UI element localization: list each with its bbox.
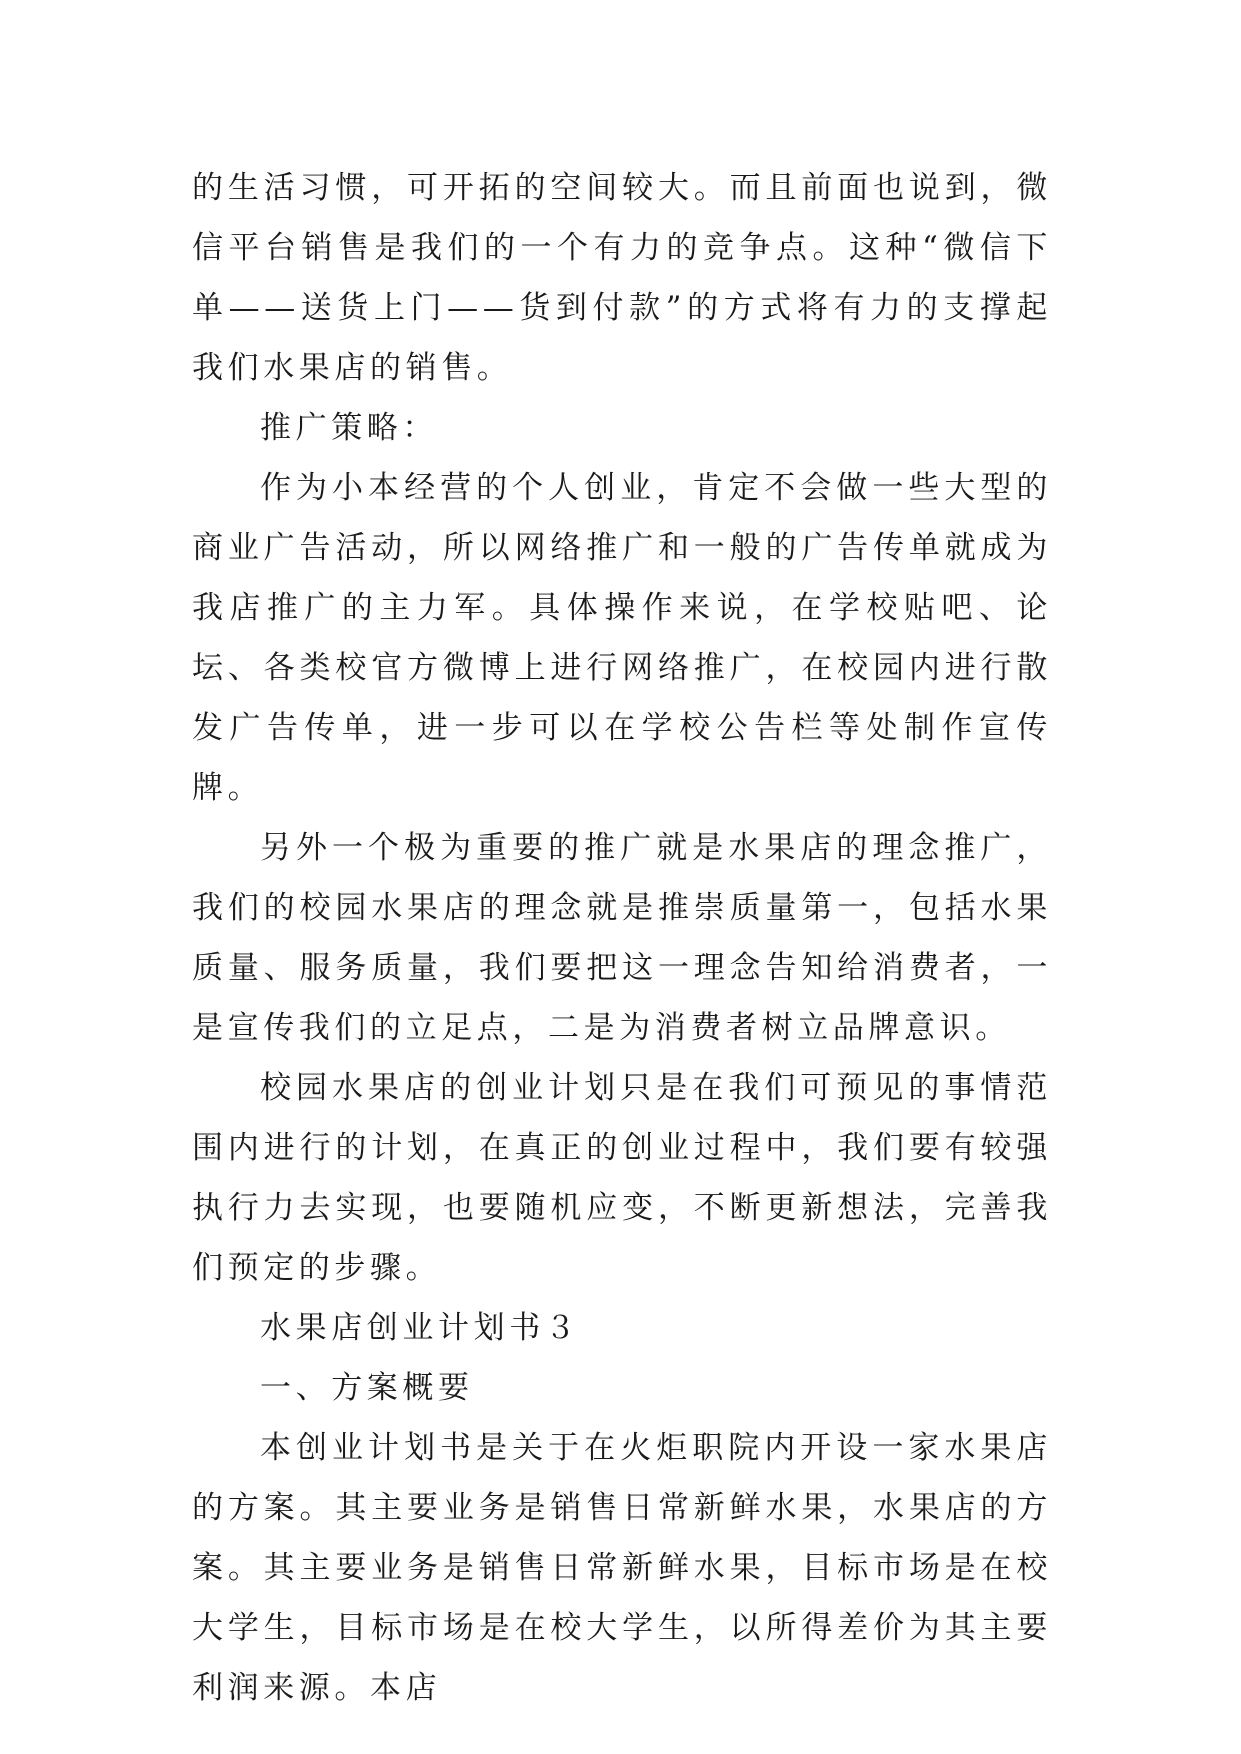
paragraph-plan-overview: 本创业计划书是关于在火炬职院内开设一家水果店的方案。其主要业务是销售日常新鲜水果，水果店的方案。其主要业务是销售日常新鲜水果，目标市场是在校大学生，目标市场是在校大学生，以所得差价为其主要利润来源。本店 bbox=[192, 1430, 1052, 1706]
paragraph-execution: 校园水果店的创业计划只是在我们可预见的事情范围内进行的计划，在真正的创业过程中，我们要有较强执行力去实现，也要随机应变，不断更新想法，完善我们预定的步骤。 bbox=[192, 1070, 1052, 1286]
heading-promotion-strategy: 推广策略： bbox=[260, 410, 438, 446]
paragraph-concept-promotion: 另外一个极为重要的推广就是水果店的理念推广，我们的校园水果店的理念就是推崇质量第一，包括水果质量、服务质量，我们要把这一理念告知给消费者，一是宣传我们的立足点，二是为消费者树立品牌意识。 bbox=[192, 830, 1052, 1046]
paragraph-promotion-methods: 作为小本经营的个人创业，肯定不会做一些大型的商业广告活动，所以网络推广和一般的广告传单就成为我店推广的主力军。具体操作来说，在学校贴吧、论坛、各类校官方微博上进行网络推广，在校园内进行散发广告传单，进一步可以在学校公告栏等处制作宣传牌。 bbox=[192, 470, 1052, 806]
document-body bbox=[192, 158, 1052, 1718]
section-title-plan-3: 水果店创业计划书３ bbox=[260, 1310, 581, 1346]
heading-plan-overview: 一、方案概要 bbox=[260, 1370, 474, 1406]
paragraph-sales-channel: 的生活习惯，可开拓的空间较大。而且前面也说到，微信平台销售是我们的一个有力的竞争点。这种“微信下单——送货上门——货到付款”的方式将有力的支撑起我们水果店的销售。 bbox=[192, 170, 1052, 386]
